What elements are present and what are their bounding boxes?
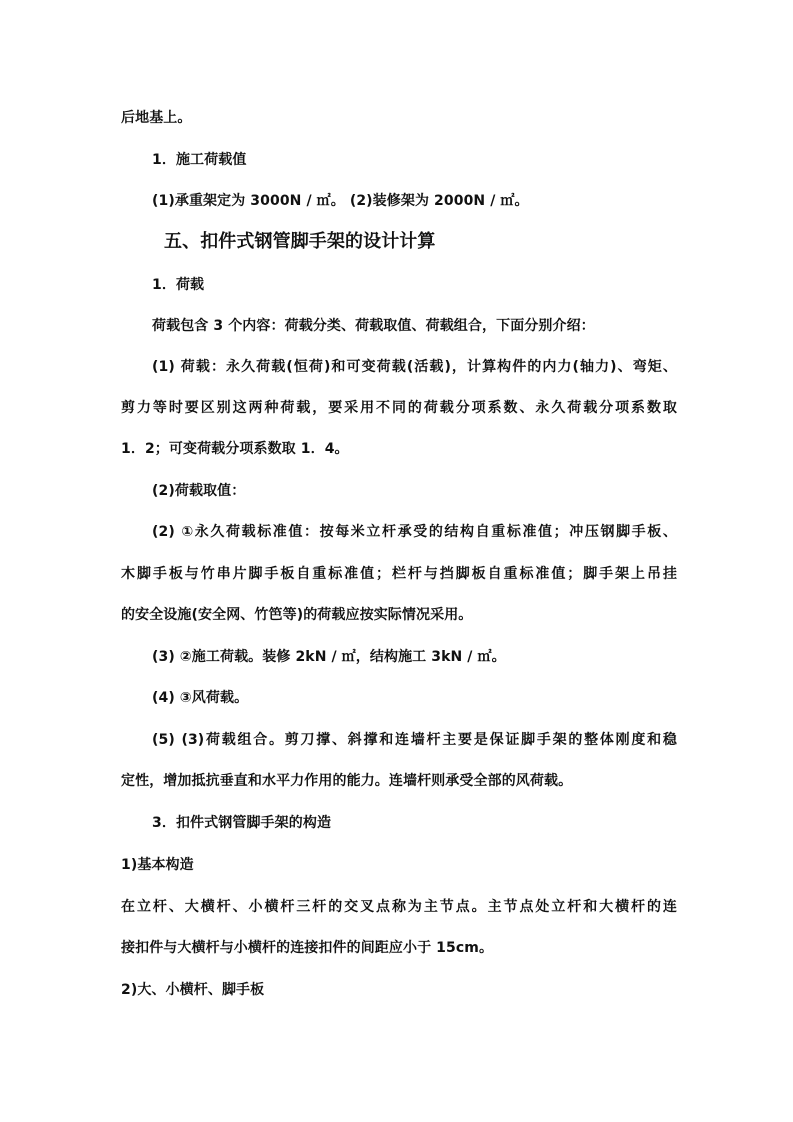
section-number-heading: 3．扣件式钢管脚手架的构造 <box>152 815 332 831</box>
text-line: (2) ①永久荷载标准值：按每米立杆承受的结构自重标准值；冲压钢脚手板、 <box>152 524 677 540</box>
section-heading: 五、扣件式钢管脚手架的设计计算 <box>164 231 436 252</box>
text-line: (4) ③风荷载。 <box>152 690 249 706</box>
text-line: (3) ②施工荷载。装修 2kN / ㎡，结构施工 3kN / ㎡。 <box>152 649 506 665</box>
text-line: 木脚手板与竹串片脚手板自重标准值；栏杆与挡脚板自重标准值；脚手架上吊挂 <box>121 566 677 582</box>
text-line: 荷载包含 3 个内容：荷载分类、荷载取值、荷载组合，下面分别介绍： <box>152 318 595 334</box>
section-number-heading: 1．施工荷载值 <box>152 152 247 168</box>
subsection-heading: 1)基本构造 <box>121 857 194 873</box>
text-line: 1．2；可变荷载分项系数取 1．4。 <box>121 441 349 457</box>
section-number-heading: 1．荷载 <box>152 277 205 293</box>
text-line: (2)荷载取值： <box>152 483 246 499</box>
text-line: 的安全设施(安全网、竹笆等)的荷载应按实际情况采用。 <box>121 607 473 623</box>
text-line: 剪力等时要区别这两种荷载，要采用不同的荷载分项系数、永久荷载分项系数取 <box>121 400 677 416</box>
subsection-heading: 2)大、小横杆、脚手板 <box>121 982 265 998</box>
text-line: 定性，增加抵抗垂直和水平力作用的能力。连墙杆则承受全部的风荷载。 <box>121 773 573 789</box>
text-line: (1)承重架定为 3000N / ㎡。 (2)装修架为 2000N / ㎡。 <box>152 193 529 209</box>
text-line: 接扣件与大横杆与小横杆的连接扣件的间距应小于 15cm。 <box>121 940 494 956</box>
text-line: (5) (3)荷载组合。剪刀撑、斜撑和连墙杆主要是保证脚手架的整体刚度和稳 <box>152 732 677 748</box>
text-line: 后地基上。 <box>121 110 192 126</box>
text-line: 在立杆、大横杆、小横杆三杆的交叉点称为主节点。主节点处立杆和大横杆的连 <box>121 899 677 915</box>
text-line: (1) 荷载：永久荷载(恒荷)和可变荷载(活载)，计算构件的内力(轴力)、弯矩、 <box>152 359 677 375</box>
